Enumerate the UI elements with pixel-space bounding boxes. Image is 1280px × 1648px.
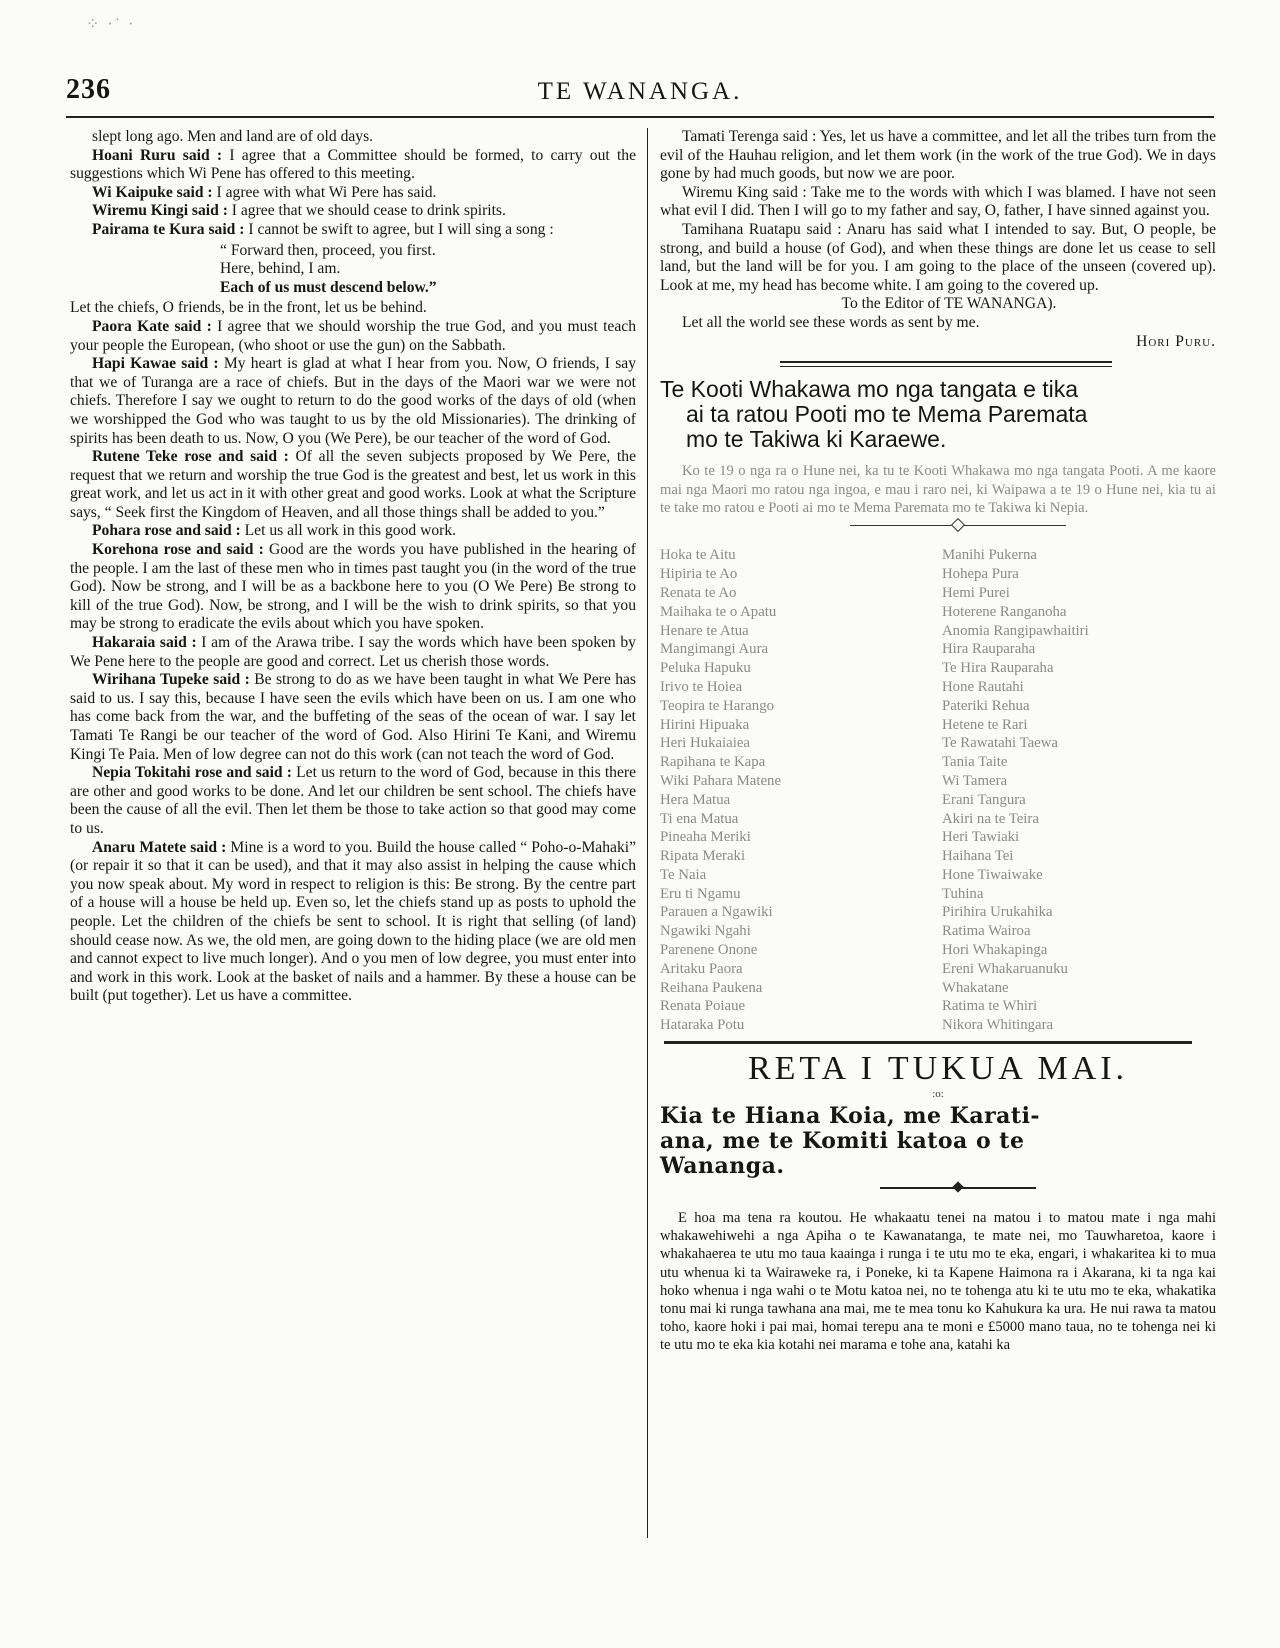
name-entry: Ripata Meraki bbox=[660, 848, 746, 865]
name-entry: Pirihira Urukahika bbox=[942, 904, 1053, 921]
speaker-name: Wiremu Kingi said : bbox=[92, 202, 228, 220]
paragraph bbox=[70, 634, 636, 671]
world-line: Let all the world see these words as sent by me. bbox=[682, 313, 980, 331]
paragraph bbox=[660, 221, 1216, 295]
name-entry: Hemi Purei bbox=[942, 584, 1010, 601]
section-thick-rule bbox=[664, 1041, 1192, 1044]
paragraph bbox=[70, 541, 636, 634]
reta-subheading-line-1: Kia te Hiana Koia, me Karati- bbox=[660, 1103, 1041, 1130]
name-entry: Hipiria te Ao bbox=[660, 566, 738, 583]
paragraph-text: Of all the seven subjects proposed by We Pere, the request that we return and worship the true God is the greatest and best, let us work in this great work, and let us act in it with other great and good works. Look at what the Scripture says, “ Seek first the Kingdom of Heaven, and all those things shall be added to you.” bbox=[70, 448, 636, 521]
name-entry: Ti ena Matua bbox=[660, 810, 739, 827]
name-entry: Hoterene Ranganoha bbox=[942, 603, 1067, 620]
paragraph bbox=[70, 839, 636, 1006]
name-entry: Renata Poiaue bbox=[660, 998, 746, 1015]
signature: Hori Puru. bbox=[1136, 332, 1216, 350]
name-entry: Eru ti Ngamu bbox=[660, 885, 741, 902]
speaker-name: Pohara rose and said : bbox=[92, 522, 241, 540]
speaker-name: Hoani Ruru said : bbox=[92, 146, 223, 164]
kooti-heading-line-3: mo te Takiwa ki Karaewe. bbox=[686, 426, 947, 453]
paragraph-text: Mine is a word to you. Build the house called “ Poho-o-Mahaki” (or repair it so that it can be used), and that it may also assist in helping the cause which you now speak about. My word in respect to religion is this: Be strong. By the centre part of a house will a house be held up. Even so, let the chiefs stand up as posts to uphold the people. Let the children of the chiefs be sent to school. It is right that selling (of land) should cease now. As we, the old men, are going down to the hiding place (we are old men and cannot expect to live much longer). And o you men of low degree, you must enter into and work in this work. Look at the basket of nails and a hammer. By these a house can be built (put together). Let us have a committee. bbox=[70, 838, 636, 1005]
voter-names bbox=[660, 546, 1216, 1035]
paragraph bbox=[660, 184, 1216, 221]
kooti-heading bbox=[660, 377, 1216, 452]
paragraph-text: I agree that we should worship the true God, and you must teach your people the European, (who shoot or use the gun) on the Sabbath. bbox=[70, 317, 636, 354]
kooti-heading-line-2: ai ta ratou Pooti mo te Mema Paremata bbox=[686, 401, 1088, 428]
name-entry: Reihana Paukena bbox=[660, 979, 763, 996]
name-entry: Wiki Pahara Matene bbox=[660, 772, 782, 789]
verse-line-2: Here, behind, I am. bbox=[220, 260, 341, 278]
name-entry: Te Rawatahi Taewa bbox=[942, 735, 1058, 752]
name-entry: Parauen a Ngawiki bbox=[660, 904, 773, 921]
paragraph-text: Let the chiefs, O friends, be in the front, let us be behind. bbox=[70, 299, 427, 317]
paragraph bbox=[70, 355, 636, 448]
paragraph-text: Be strong to do as we have been taught in what We Pere has said to us. I say this, because I have seen the evils which have been on us. I am one who has come back from the war, and the buffeting of the seas of the ocean of war. I say let Tamati Te Rangi be our teacher of the word of God. Also Hirini Te Kani, and Wiremu Kingi Te Paia. Men of low degree can not do this work (can not teach the word of God. bbox=[70, 671, 636, 763]
paragraph-text: I agree with what Wi Pere has said. bbox=[212, 183, 437, 201]
name-entry: Hetene te Rari bbox=[942, 716, 1028, 733]
paragraph-text: Tamihana Ruatapu said : Anaru has said what I intended to say. But, O people, be strong, and build a house (of God), and when these things are done let us cease to sell land, but the land will be for you. I am going to the place of the unseen (covered up). Look at me, my head has become white. I am going to the covered up. bbox=[660, 220, 1216, 294]
name-entry: Hera Matua bbox=[660, 791, 731, 808]
kooti-notice: Ko te 19 o nga ra o Hune nei, ka tu te Kooti Whakawa mo nga tangata Pooti. A me kaore mai nga Maori mo ratou nga ingoa, e mau i raro nei, ki Waipawa a te 19 o Hune nei, kia tu ai te take mo ratou e Pooti ai mo te Mema Paremata mo te Takiwa ki Nepia. bbox=[660, 463, 1216, 516]
paragraph bbox=[70, 522, 636, 541]
paragraph bbox=[70, 448, 636, 522]
paragraph-text: I agree that we should cease to drink spirits. bbox=[227, 202, 506, 220]
reta-letter-body: E hoa ma tena ra koutou. He whakaatu tenei na matou i to matou mate i nga mahi whakawehiwehi a nga Apiha o te Kawanatanga, te mate nei, mo Tauwharetoa, kaore i whakahaerea te utu mo taua kaainga i runga i te utu mo te eka, engari, i whakaritea ki to mua utu whenua ki ta Wairaweke ra, i Poneke, ki ta Kapene Haimona ra i Akarana, ki ta nga kai hoko whenua i nga wahi o te Motu katoa nei, no te tohenga atu ki te utu mo te eka, whakatika tonu mai ki runga tawhana ana mai, me te mea tonu ko Kahukura ka ura. He nui rawa ta matou toho, kaore hoki i pai mai, homai terepu ana te moni e £5000 mano taua, no te tohenga nei ki te utu mo te eka kia kotahi nei marama e tohe ana, katahi ka bbox=[660, 1210, 1216, 1354]
name-entry: Mangimangi Aura bbox=[660, 641, 769, 658]
section-double-rule bbox=[780, 361, 1112, 367]
name-entry: Henare te Atua bbox=[660, 622, 749, 639]
reta-subheading bbox=[660, 1104, 1216, 1179]
paragraph-text: slept long ago. Men and land are of old days. bbox=[92, 128, 374, 145]
name-entry: Hone Rautahi bbox=[942, 678, 1024, 695]
song-verse bbox=[220, 242, 636, 298]
name-entry: Tuhina bbox=[942, 885, 984, 902]
paragraph-text: Tamati Terenga said : Yes, let us have a committee, and let all the tribes turn from the evil of the Hauhau religion, and let them work (in the work of the true God). We in days gone by had much goods, but now we are poor. bbox=[660, 128, 1216, 183]
name-entry: Ratima te Whiri bbox=[942, 998, 1038, 1015]
diamond-ornament-icon bbox=[951, 518, 965, 532]
name-entry: Pateriki Rehua bbox=[942, 697, 1030, 714]
right-paragraphs bbox=[660, 128, 1216, 295]
left-column bbox=[70, 128, 636, 1006]
verse-line-1: “ Forward then, proceed, you first. bbox=[220, 241, 436, 259]
page-header bbox=[66, 72, 1214, 118]
paragraph bbox=[70, 128, 636, 147]
paragraph-text: I am of the Arawa tribe. I say the words which have been spoken by We Pene here to the people are good and correct. Let us cherish those words. bbox=[70, 634, 636, 670]
name-entry: Renata te Ao bbox=[660, 584, 737, 601]
paragraph bbox=[70, 221, 636, 240]
reta-letter bbox=[660, 1209, 1216, 1355]
name-entry: Hirini Hipuaka bbox=[660, 716, 750, 733]
speaker-name: Hapi Kawae said : bbox=[92, 355, 219, 373]
right-column bbox=[660, 128, 1216, 1355]
reta-heading: RETA I TUKUA MAI. bbox=[747, 1050, 1129, 1088]
name-entry: Ratima Wairoa bbox=[942, 923, 1031, 940]
name-entry: Ereni Whakaruanuku bbox=[942, 960, 1068, 977]
kooti-heading-line-1: Te Kooti Whakawa mo nga tangata e tika bbox=[660, 376, 1079, 403]
name-entry: Aritaku Paora bbox=[660, 960, 743, 977]
names-list-right bbox=[942, 546, 1202, 1035]
name-entry: Te Naia bbox=[660, 866, 707, 883]
page-number: 236 bbox=[66, 74, 111, 105]
name-entry: Rapihana te Kapa bbox=[660, 754, 766, 771]
paragraph bbox=[70, 202, 636, 221]
name-entry: Peluka Hapuku bbox=[660, 660, 751, 677]
verse-line-3: Each of us must descend below.” bbox=[220, 278, 437, 296]
running-title: TE WANANGA. bbox=[537, 78, 743, 105]
name-entry: Manihi Pukerna bbox=[942, 547, 1037, 564]
left-paragraphs-a bbox=[70, 128, 636, 240]
speaker-name: Nepia Tokitahi rose and said : bbox=[92, 764, 292, 782]
reta-ornament: :o: bbox=[932, 1088, 944, 1101]
name-entry: Irivo te Hoiea bbox=[660, 678, 743, 695]
paragraph-text: Let us all work in this good work. bbox=[240, 522, 457, 540]
speaker-name: Rutene Teke rose and said : bbox=[92, 448, 289, 466]
name-entry: Hataraka Potu bbox=[660, 1017, 745, 1034]
name-entry: Ngawiki Ngahi bbox=[660, 923, 751, 940]
name-entry: Haihana Tei bbox=[942, 848, 1014, 865]
paragraph-text: Let us return to the word of God, because in this there are other and good works to be done. And let our children be sent school. The chiefs have been the cause of all the evil. Then let them be those to take action so that good may come to us. bbox=[70, 764, 636, 837]
name-entry: Heri Hukaiaiea bbox=[660, 735, 750, 752]
paragraph bbox=[70, 147, 636, 184]
name-entry: Whakatane bbox=[942, 979, 1009, 996]
speaker-name: Hakaraia said : bbox=[92, 634, 197, 652]
paragraph-text: Wiremu King said : Take me to the words with which I was blamed. I have not seen what evil I did. Then I will go to my father and say, O, father, I have sinned against you. bbox=[660, 183, 1216, 220]
name-entry: Maihaka te o Apatu bbox=[660, 603, 777, 620]
small-ornament-rule bbox=[880, 1187, 1036, 1197]
paragraph bbox=[70, 671, 636, 764]
name-entry: Heri Tawiaki bbox=[942, 829, 1020, 846]
name-entry: Wi Tamera bbox=[942, 772, 1008, 789]
name-entry: Hori Whakapinga bbox=[942, 942, 1048, 959]
name-entry: Akiri na te Teira bbox=[942, 810, 1039, 827]
name-entry: Pineaha Meriki bbox=[660, 829, 751, 846]
header-rule bbox=[66, 116, 1214, 118]
name-entry: Tania Taite bbox=[942, 754, 1008, 771]
editor-line: To the Editor of TE WANANGA). bbox=[841, 295, 1057, 313]
paragraph bbox=[660, 128, 1216, 184]
paragraph-text: My heart is glad at what I hear from you. Now, O friends, I say that we of Turanga are a race of chiefs. But in the days of the Maori war we were not chiefs. Therefore I say we ought to return to do the good works of the days of old (when we worshipped the God who was taught to us by the old Missionaries). The drinking of spirits has been death to us. Now, O you (We Pere), be our teacher of the word of God. bbox=[70, 355, 636, 447]
ink-smudge: ⁘ ·˙ · bbox=[86, 16, 136, 33]
paragraph-text: I cannot be swift to agree, but I will sing a song : bbox=[244, 220, 554, 238]
paragraph-text: I agree that a Committee should be formed, to carry out the suggestions which Wi Pene has offered to this meeting. bbox=[70, 146, 636, 183]
speaker-name: Pairama te Kura said : bbox=[92, 220, 245, 238]
name-entry: Nikora Whitingara bbox=[942, 1017, 1054, 1034]
name-entry: Hoka te Aitu bbox=[660, 547, 736, 564]
paragraph bbox=[70, 184, 636, 203]
paragraph bbox=[70, 299, 636, 318]
diamond-ornament-icon bbox=[952, 1181, 963, 1192]
name-entry: Hone Tiwaiwake bbox=[942, 866, 1043, 883]
left-paragraphs-b bbox=[70, 299, 636, 1006]
name-entry: Hohepa Pura bbox=[942, 566, 1019, 583]
column-divider bbox=[647, 128, 648, 1538]
speaker-name: Anaru Matete said : bbox=[92, 838, 227, 856]
paragraph bbox=[70, 318, 636, 355]
name-entry: Hira Rauparaha bbox=[942, 641, 1036, 658]
speaker-name: Wirihana Tupeke said : bbox=[92, 671, 250, 689]
paragraph bbox=[70, 764, 636, 838]
name-entry: Parenene Onone bbox=[660, 942, 758, 959]
reta-subheading-line-2: ana, me te Komiti katoa o te bbox=[660, 1128, 1025, 1155]
speaker-name: Paora Kate said : bbox=[92, 317, 212, 335]
diamond-rule bbox=[850, 525, 1066, 536]
reta-subheading-line-3: Wananga. bbox=[660, 1153, 785, 1180]
name-entry: Teopira te Harango bbox=[660, 697, 774, 714]
paragraph-text: Good are the words you have published in the hearing of the people. I am the last of these men who in times past taught you (in the word of the true God). Now be strong, and I will be as a backbone here to you (O We Pere) Be strong to kill of the true God). Now, be strong, and I will be the wish to drink spirits, so that you may be strong to eradicate the evils about which you have spoken. bbox=[70, 541, 636, 633]
speaker-name: Korehona rose and said : bbox=[92, 541, 264, 559]
name-entry: Te Hira Rauparaha bbox=[942, 660, 1054, 677]
name-entry: Anomia Rangipawhaitiri bbox=[942, 622, 1089, 639]
names-list-left bbox=[660, 546, 920, 1035]
name-entry: Erani Tangura bbox=[942, 791, 1026, 808]
speaker-name: Wi Kaipuke said : bbox=[92, 183, 213, 201]
